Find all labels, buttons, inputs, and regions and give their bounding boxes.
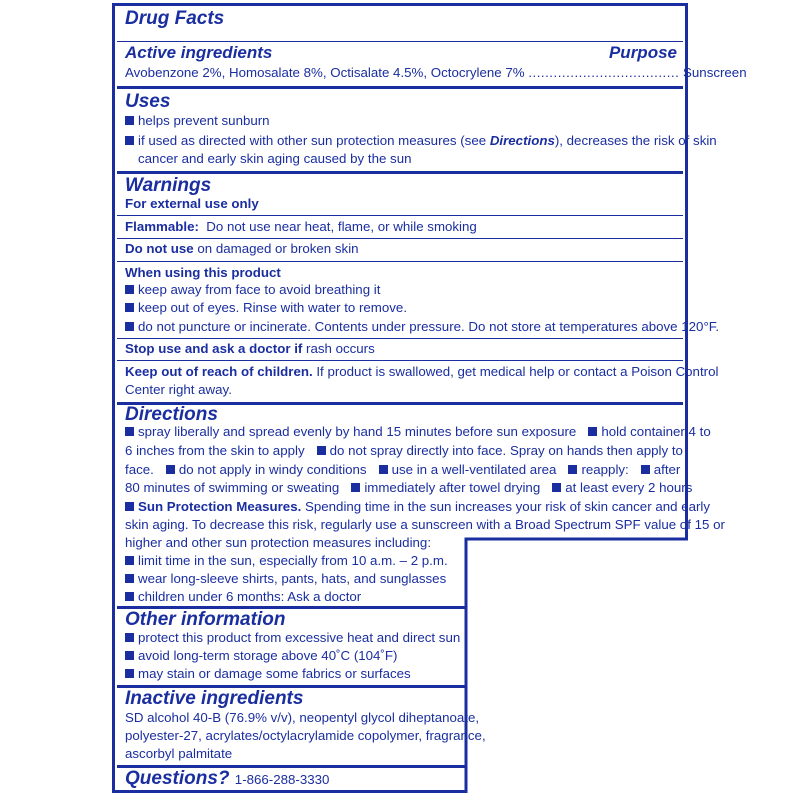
other-information-item bbox=[125, 630, 677, 646]
directions-item: spray liberally and spread evenly by hand 15 minutes before sun exposure bbox=[138, 424, 577, 439]
sun-protection-text: Spending time in the sun increases your risk of skin cancer and early bbox=[305, 499, 711, 514]
bullet-icon bbox=[125, 574, 134, 583]
bullet-icon bbox=[125, 556, 134, 565]
flammable-text: Do not use near heat, flame, or while smoking bbox=[206, 219, 477, 234]
questions-phone: 1-866-288-3330 bbox=[234, 772, 330, 787]
directions-item: face. bbox=[125, 462, 154, 477]
divider bbox=[117, 338, 683, 339]
bullet-icon bbox=[125, 633, 134, 642]
directions-line bbox=[125, 443, 683, 459]
bullet-icon bbox=[125, 427, 134, 436]
directions-item: hold container 4 to bbox=[601, 424, 711, 439]
purpose-heading: Purpose bbox=[608, 43, 677, 62]
divider bbox=[117, 41, 683, 42]
divider bbox=[117, 360, 683, 361]
active-ingredients-text: Avobenzone 2%, Homosalate 8%, Octisalate 4.5%, Octocrylene 7% bbox=[125, 65, 525, 80]
sun-protection-item-text: children under 6 months: Ask a doctor bbox=[138, 589, 362, 604]
bullet-icon bbox=[588, 427, 597, 436]
stop-use-text: rash occurs bbox=[306, 341, 375, 356]
inactive-ingredients-line: ascorbyl palmitate bbox=[125, 746, 233, 761]
divider bbox=[117, 261, 683, 262]
bullet-icon bbox=[125, 303, 134, 312]
dot-leader: .................................... bbox=[528, 65, 680, 80]
divider bbox=[117, 215, 683, 216]
inactive-ingredients-heading: Inactive ingredients bbox=[125, 688, 304, 709]
sun-protection-line: skin aging. To decrease this risk, regularly use a sunscreen with a Broad Spectrum SPF value of 15 or bbox=[125, 517, 725, 532]
do-not-use-label: Do not use bbox=[125, 241, 194, 256]
when-using-text: keep away from face to avoid breathing it bbox=[138, 282, 381, 297]
when-using-heading: When using this product bbox=[125, 265, 281, 280]
when-using-item bbox=[125, 319, 720, 335]
uses-item-text: if used as directed with other sun protection measures (see bbox=[138, 133, 490, 148]
active-ingredients-line bbox=[125, 65, 747, 81]
warnings-heading: Warnings bbox=[125, 175, 212, 196]
uses-item bbox=[125, 133, 717, 149]
questions-line bbox=[125, 768, 329, 791]
uses-item-continued: cancer and early skin aging caused by the sun bbox=[138, 151, 412, 166]
directions-line bbox=[125, 462, 681, 478]
bullet-icon bbox=[351, 483, 360, 492]
other-information-item bbox=[125, 666, 677, 682]
sun-protection-item bbox=[125, 589, 677, 605]
when-using-text: do not puncture or incinerate. Contents under pressure. Do not store at temperatures above 120°F. bbox=[138, 319, 720, 334]
external-use-text: For external use only bbox=[125, 196, 259, 211]
bullet-icon bbox=[125, 322, 134, 331]
purpose-text: Sunscreen bbox=[683, 65, 747, 80]
other-information-text: avoid long-term storage above 40˚C (104˚F) bbox=[138, 648, 398, 663]
when-using-item bbox=[125, 282, 677, 298]
bullet-icon bbox=[125, 116, 134, 125]
sun-protection-item bbox=[125, 553, 677, 569]
other-information-heading: Other information bbox=[125, 609, 286, 630]
other-information-text: protect this product from excessive heat and direct sun bbox=[138, 630, 461, 645]
sun-protection-label: Sun Protection Measures. bbox=[138, 499, 302, 514]
directions-item: do not spray directly into face. Spray on hands then apply to bbox=[329, 443, 683, 458]
directions-item: at least every 2 hours bbox=[565, 480, 693, 495]
flammable-warning bbox=[125, 219, 677, 235]
directions-item: 80 minutes of swimming or sweating bbox=[125, 480, 340, 495]
directions-line bbox=[125, 480, 693, 496]
inactive-ingredients-line: SD alcohol 40-B (76.9% v/v), neopentyl glycol diheptanoate, bbox=[125, 710, 480, 725]
drug-facts-panel bbox=[112, 3, 747, 794]
other-information-text: may stain or damage some fabrics or surfaces bbox=[138, 666, 411, 681]
directions-item: 6 inches from the skin to apply bbox=[125, 443, 305, 458]
do-not-use-warning bbox=[125, 241, 677, 257]
keep-out-of-reach-label: Keep out of reach of children. bbox=[125, 364, 313, 379]
uses-item-text: ), decreases the risk of skin bbox=[554, 133, 717, 148]
stop-use-label: Stop use and ask a doctor if bbox=[125, 341, 303, 356]
divider bbox=[117, 238, 683, 239]
uses-heading: Uses bbox=[125, 91, 171, 112]
bullet-icon bbox=[641, 465, 650, 474]
sun-protection-item-text: wear long-sleeve shirts, pants, hats, and sunglasses bbox=[138, 571, 447, 586]
other-information-item bbox=[125, 648, 677, 664]
bullet-icon bbox=[552, 483, 561, 492]
questions-heading: Questions? bbox=[125, 768, 230, 789]
directions-item: do not apply in windy conditions bbox=[178, 462, 367, 477]
bullet-icon bbox=[125, 285, 134, 294]
do-not-use-text: on damaged or broken skin bbox=[197, 241, 359, 256]
directions-item: reapply: bbox=[581, 462, 629, 477]
bullet-icon bbox=[125, 669, 134, 678]
keep-out-of-reach-continued: Center right away. bbox=[125, 382, 232, 397]
sun-protection-item-text: limit time in the sun, especially from 10 a.m. – 2 p.m. bbox=[138, 553, 448, 568]
bullet-icon bbox=[125, 136, 134, 145]
inactive-ingredients-line: polyester-27, acrylates/octylacrylamide copolymer, fragrance, bbox=[125, 728, 486, 743]
stop-use-warning bbox=[125, 341, 677, 357]
when-using-text: keep out of eyes. Rinse with water to remove. bbox=[138, 300, 408, 315]
bullet-icon bbox=[166, 465, 175, 474]
keep-out-of-reach-text: If product is swallowed, get medical help or contact a Poison Control bbox=[316, 364, 719, 379]
bullet-icon bbox=[568, 465, 577, 474]
flammable-label: Flammable: bbox=[125, 219, 199, 234]
when-using-item bbox=[125, 300, 677, 316]
bullet-icon bbox=[125, 592, 134, 601]
bullet-icon bbox=[379, 465, 388, 474]
bullet-icon bbox=[317, 446, 326, 455]
directions-item: immediately after towel drying bbox=[364, 480, 541, 495]
section-divider bbox=[117, 86, 683, 89]
sun-protection-line: higher and other sun protection measures including: bbox=[125, 535, 432, 550]
directions-line bbox=[125, 424, 711, 440]
active-ingredients-heading: Active ingredients bbox=[125, 43, 273, 62]
uses-item-text: helps prevent sunburn bbox=[138, 113, 270, 128]
directions-item: after bbox=[653, 462, 681, 477]
keep-out-of-reach-warning bbox=[125, 364, 719, 380]
directions-item: use in a well-ventilated area bbox=[391, 462, 557, 477]
drug-facts-title: Drug Facts bbox=[125, 8, 225, 29]
section-divider bbox=[117, 171, 683, 174]
uses-item bbox=[125, 113, 677, 129]
sun-protection-item bbox=[125, 571, 677, 587]
directions-heading: Directions bbox=[125, 404, 218, 425]
sun-protection-line bbox=[125, 499, 711, 515]
bullet-icon bbox=[125, 651, 134, 660]
bullet-icon bbox=[125, 502, 134, 511]
directions-reference: Directions bbox=[489, 133, 555, 148]
